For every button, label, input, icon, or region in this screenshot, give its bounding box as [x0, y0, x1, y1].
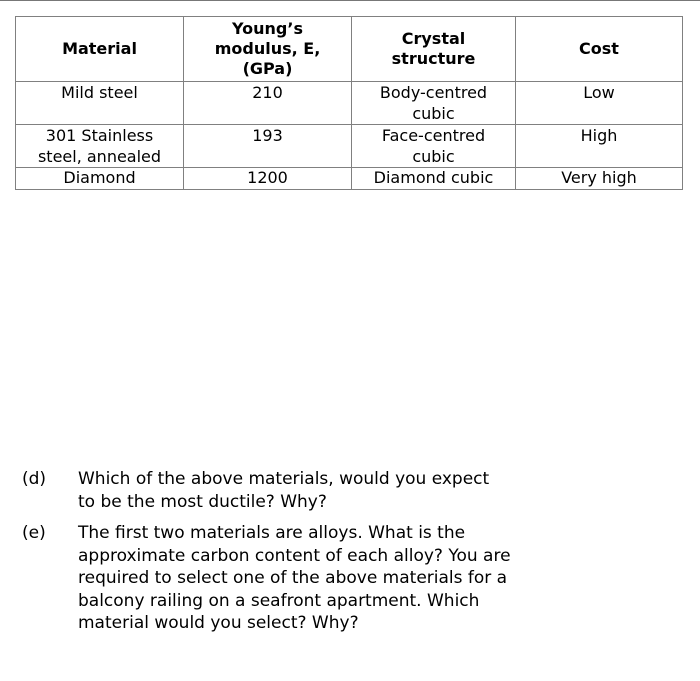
top-divider — [0, 0, 700, 1]
cell-line: Body-centred — [379, 83, 488, 102]
cell-cost: High — [516, 125, 683, 168]
table-row — [16, 168, 683, 190]
cell-line: Face-centred — [381, 126, 486, 145]
question-line: required to select one of the above materials for a — [78, 568, 508, 588]
question-line: material would you select? Why? — [78, 613, 359, 633]
question-line: balcony railing on a seafront apartment. Which — [78, 590, 480, 611]
question-line: to be the most ductile? Why? — [78, 491, 327, 512]
header-line: modulus, E, — [214, 39, 321, 58]
cell-material — [16, 82, 184, 125]
questions-section — [22, 468, 682, 644]
header-line: (GPa) — [242, 59, 293, 78]
table-row — [16, 125, 683, 168]
header-crystal-structure — [352, 17, 516, 82]
question-label: (e) — [22, 523, 46, 543]
materials-table — [15, 16, 683, 190]
cell-line: Diamond — [63, 168, 136, 187]
header-line: Crystal — [401, 29, 466, 48]
table-header-row — [16, 17, 683, 82]
question-text — [78, 468, 548, 513]
header-line: Young’s — [232, 19, 303, 38]
cell-line: cubic — [412, 147, 455, 166]
question-label: (d) — [22, 469, 47, 489]
cell-structure — [352, 168, 516, 190]
header-line: Cost — [579, 39, 619, 58]
cell-line: 301 Stainless — [45, 126, 154, 145]
cell-cost: Very high — [516, 168, 683, 190]
question-d — [22, 468, 682, 513]
question-line: approximate carbon content of each alloy? You are — [78, 545, 511, 566]
cell-modulus: 193 — [184, 125, 352, 168]
cell-line: steel, annealed — [37, 147, 162, 166]
question-line: The first two materials are alloys. What is the — [78, 523, 466, 543]
cell-line: Mild steel — [61, 83, 138, 102]
cell-modulus: 1200 — [184, 168, 352, 190]
cell-material — [16, 125, 184, 168]
cell-material — [16, 168, 184, 190]
cell-line: Diamond cubic — [373, 168, 494, 187]
question-text — [78, 522, 548, 635]
header-cost — [516, 17, 683, 82]
question-e — [22, 522, 682, 635]
question-line: Which of the above materials, would you expect — [78, 469, 490, 489]
cell-modulus: 210 — [184, 82, 352, 125]
header-material — [16, 17, 184, 82]
header-line: Material — [62, 39, 137, 58]
cell-structure — [352, 125, 516, 168]
header-line: structure — [391, 49, 476, 68]
table-row — [16, 82, 683, 125]
cell-cost: Low — [516, 82, 683, 125]
header-youngs-modulus — [184, 17, 352, 82]
cell-structure — [352, 82, 516, 125]
cell-line: cubic — [412, 104, 455, 123]
